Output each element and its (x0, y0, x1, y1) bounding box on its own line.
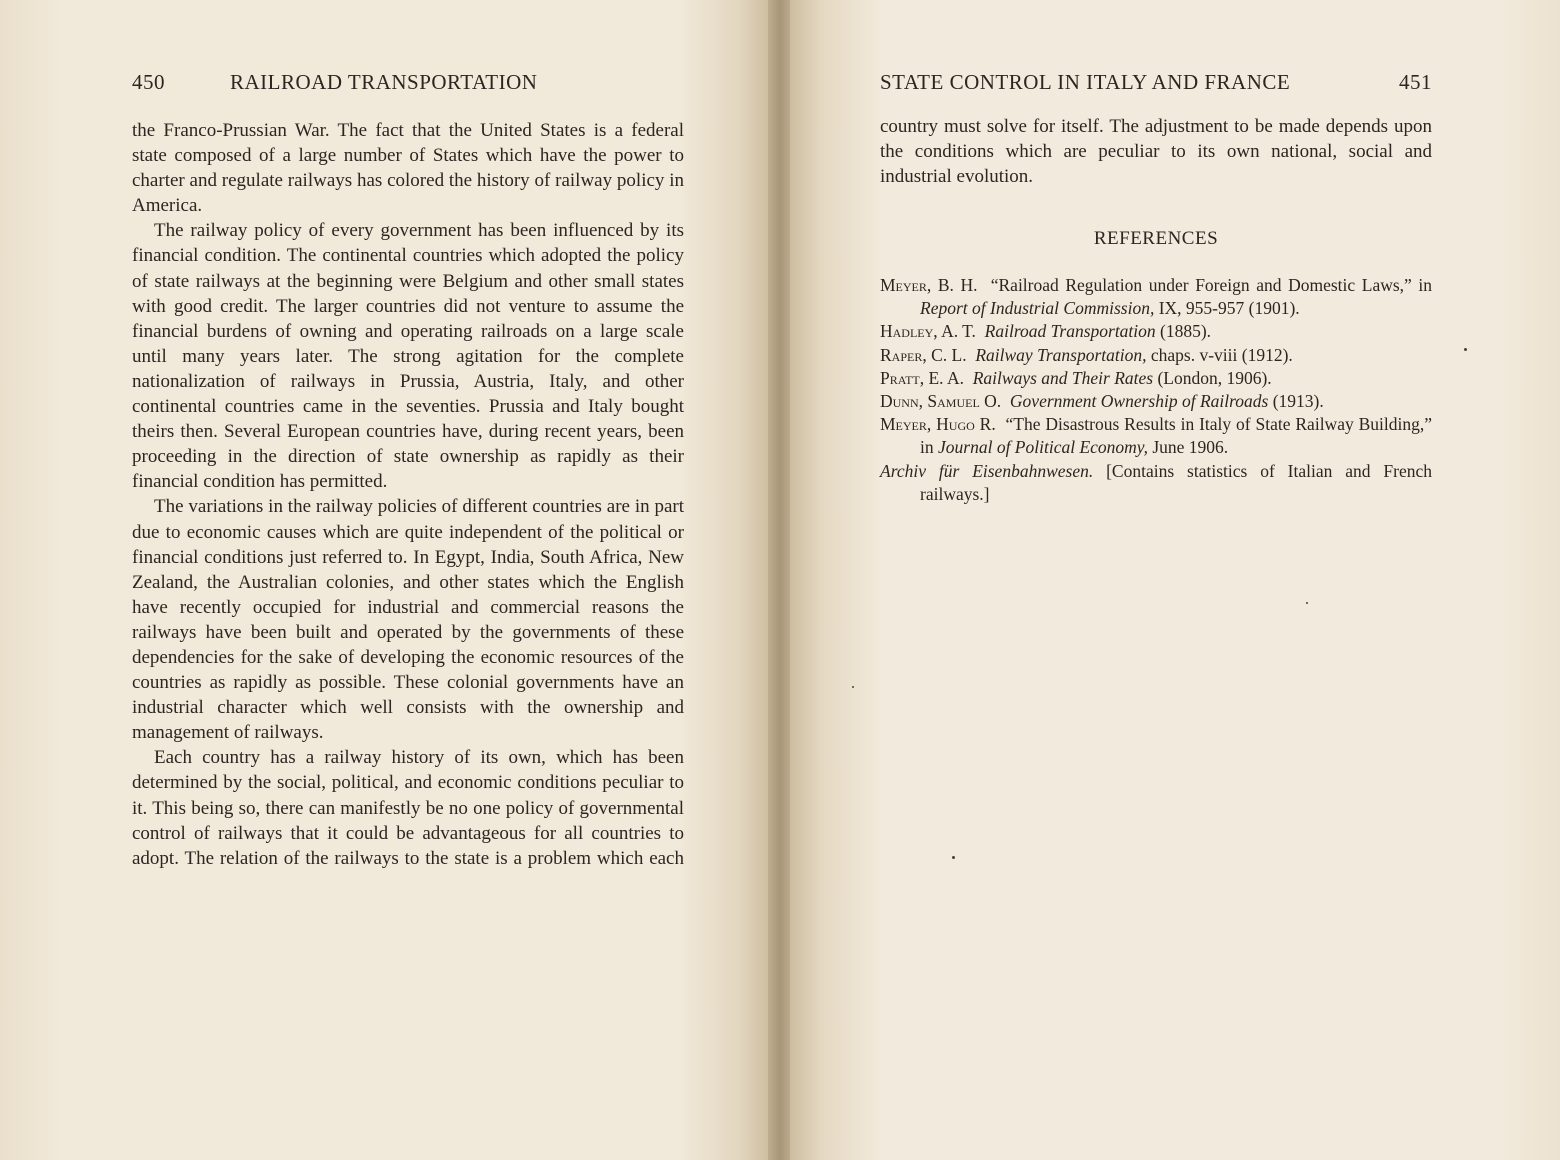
reference-title: Journal of Political Economy, (938, 437, 1148, 458)
reference-details: [Contains statistics of Italian and French railways.] (920, 460, 1432, 504)
left-page-number: 450 (132, 70, 165, 94)
left-paragraph-3: The variations in the railway policies of different countries are in part due to economic causes which are quite independent of the political or financial conditions just referred to. In Egypt, India, South Africa, New Zealand, the Australian colonies, and other states which the English have recently occupied for industrial and commercial reasons the railways have been built and operated by the governments of these dependencies for the sake of developing the economic resources of the countries as rapidly as possible. These colonial governments have an industrial character which well consists with the ownership and management of railways. (132, 496, 684, 744)
reference-author: Dunn, Samuel O. (880, 391, 1002, 412)
reference-entry (880, 320, 1432, 343)
reference-entry (880, 413, 1432, 459)
left-paragraph-1: the Franco-Prussian War. The fact that the United States is a federal state composed of a large number of States which have the power to charter and regulate railways has colored the history of railway policy in America. (132, 120, 684, 217)
right-page-number: 451 (1399, 70, 1432, 94)
paper-speck (852, 686, 854, 688)
reference-author: Meyer, B. H. (880, 275, 978, 295)
book-gutter (768, 0, 792, 1160)
right-body-text (880, 114, 1432, 189)
reference-details: IX, 955-957 (1901). (1158, 298, 1300, 319)
reference-entry (880, 344, 1432, 367)
left-paragraph-4: Each country has a railway history of its own, which has been determined by the social, political, and economic conditions peculiar to it. This being so, there can manifestly be no one policy of governmental control of railways that it could be advantageous for all countries to adopt. The relation of the railways to the state is a problem which each (132, 747, 684, 869)
reference-details: chaps. v-viii (1912). (1150, 344, 1293, 365)
reference-title: Railways and Their Rates (972, 367, 1154, 388)
references-list (880, 274, 1432, 506)
reference-entry (880, 460, 1432, 506)
reference-author: Pratt, E. A. (880, 367, 964, 388)
reference-details: June 1906. (1152, 437, 1229, 458)
reference-details: (London, 1906). (1157, 367, 1272, 388)
reference-title: Railway Transportation, (975, 344, 1147, 365)
paper-speck (1464, 348, 1467, 351)
right-running-head (880, 70, 1432, 95)
reference-author: Hadley, A. T. (880, 321, 976, 342)
right-paragraph-1: country must solve for itself. The adjustment to be made depends upon the conditions which are peculiar to its own national, social and industrial evolution. (880, 116, 1432, 188)
reference-details: (1913). (1272, 391, 1324, 412)
reference-title: Government Ownership of Railroads (1009, 391, 1269, 412)
reference-entry (880, 390, 1432, 413)
reference-author: Meyer, Hugo R. (880, 414, 996, 435)
left-running-title: RAILROAD TRANSPORTATION (230, 70, 538, 94)
reference-description: “The Disastrous Results in Italy of State Railway Building,” in (920, 414, 1432, 458)
right-running-title: STATE CONTROL IN ITALY AND FRANCE (880, 70, 1291, 94)
left-body-text (132, 118, 684, 871)
left-running-head (132, 70, 684, 95)
reference-title: Railroad Transportation (984, 321, 1156, 342)
reference-entry (880, 367, 1432, 390)
reference-description: “Railroad Regulation under Foreign and Domestic Laws,” in (990, 275, 1433, 295)
reference-author: Raper, C. L. (880, 344, 967, 365)
left-paragraph-2: The railway policy of every government has been influenced by its financial condition. The continental countries which adopted the policy of state railways at the beginning were Belgium and other small states with good credit. The larger countries did not venture to assume the financial burdens of owning and operating railroads on a large scale until many years later. The strong agitation for the complete nationalization of railways in Prussia, Austria, Italy, and other continental countries came in the seventies. Prussia and Italy bought theirs then. Several European countries have, during recent years, been proceeding in the direction of state ownership as rapidly as their financial condition has permitted. (132, 220, 684, 493)
reference-details: (1885). (1160, 321, 1212, 342)
reference-title: Archiv für Eisenbahnwesen. (880, 460, 1094, 481)
reference-entry (880, 274, 1432, 320)
paper-speck (1306, 602, 1308, 604)
paper-speck (952, 856, 955, 859)
references-heading: REFERENCES (1093, 228, 1219, 249)
reference-title: Report of Industrial Commission, (920, 298, 1155, 319)
